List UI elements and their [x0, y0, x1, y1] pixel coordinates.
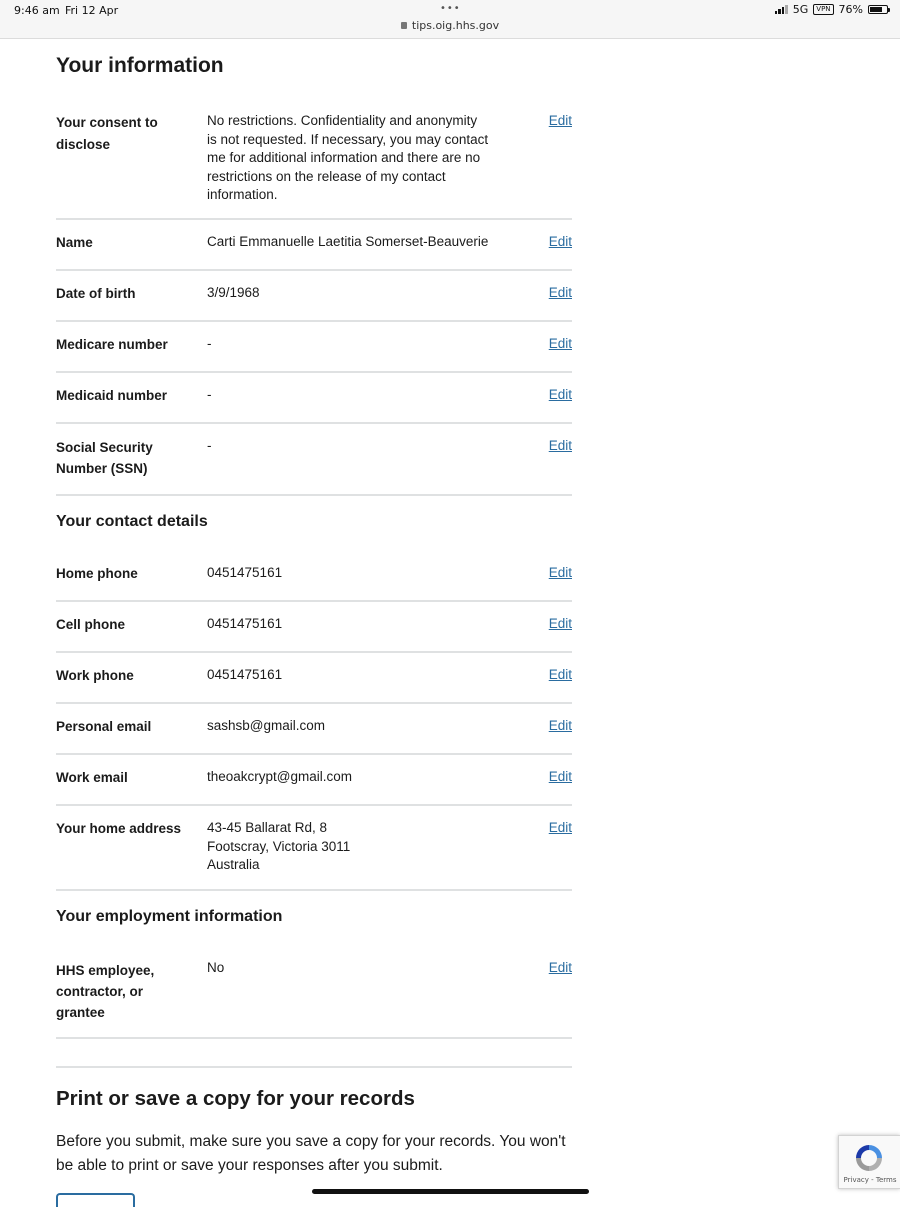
row-label: Work email	[56, 770, 128, 785]
url-text: tips.oig.hhs.gov	[411, 19, 500, 32]
row-home-phone	[56, 549, 572, 602]
lock-icon	[401, 22, 407, 29]
row-value: 0451475161	[207, 667, 283, 682]
clock: 9:46 am	[14, 4, 60, 17]
edit-ssn-link[interactable]: Edit	[548, 438, 572, 453]
recaptcha-badge[interactable]	[838, 1135, 900, 1189]
multitask-dots-icon[interactable]: •••	[440, 3, 461, 14]
row-personal-email	[56, 702, 572, 755]
row-value: theoakcrypt@gmail.com	[207, 769, 353, 784]
row-label: Personal email	[56, 719, 152, 734]
address-line: 43-45 Ballarat Rd, 8	[207, 820, 328, 835]
edit-home-address-link[interactable]: Edit	[548, 820, 572, 835]
address-bar[interactable]	[0, 19, 900, 32]
edit-employment-link[interactable]: Edit	[548, 960, 572, 975]
row-consent	[56, 110, 572, 220]
status-icons	[775, 3, 888, 16]
row-label: Work phone	[56, 668, 134, 683]
battery-icon	[868, 5, 888, 14]
row-label: Your home address	[56, 821, 182, 836]
row-value: -	[207, 438, 212, 453]
row-medicare	[56, 320, 572, 373]
employment-heading: Your employment information	[56, 908, 283, 925]
print-description: Before you submit, make sure you save a copy for your records. You won't be able to print or save your responses after you submit.	[56, 1133, 566, 1174]
home-indicator[interactable]	[312, 1189, 589, 1194]
row-value: No	[207, 960, 225, 975]
row-label: Your consent to disclose	[56, 115, 158, 152]
row-label: Home phone	[56, 566, 138, 581]
row-value: 0451475161	[207, 565, 283, 580]
row-value: No restrictions. Confidentiality and anonymity is not requested. If necessary, you may contact me for additional information and there are no restrictions on the release of my contact information.	[207, 113, 489, 202]
row-value: 0451475161	[207, 616, 283, 631]
edit-cell-phone-link[interactable]: Edit	[548, 616, 572, 631]
edit-name-link[interactable]: Edit	[548, 234, 572, 249]
row-cell-phone	[56, 600, 572, 653]
row-label: Date of birth	[56, 286, 136, 301]
contact-details-heading: Your contact details	[56, 513, 208, 530]
edit-dob-link[interactable]: Edit	[548, 285, 572, 300]
signal-icon	[775, 5, 788, 14]
row-label: Social Security Number (SSN)	[56, 440, 153, 476]
row-label: HHS employee, contractor, or grantee	[56, 963, 155, 1020]
print-button[interactable]	[56, 1193, 135, 1207]
battery-percent: 76%	[838, 3, 863, 16]
row-label: Cell phone	[56, 617, 126, 632]
recaptcha-links[interactable]: Privacy - Terms	[843, 1176, 897, 1184]
row-label: Name	[56, 235, 93, 250]
row-value-address	[207, 819, 497, 875]
row-value: 3/9/1968	[207, 285, 260, 300]
edit-work-phone-link[interactable]: Edit	[548, 667, 572, 682]
edit-home-phone-link[interactable]: Edit	[548, 565, 572, 580]
row-work-phone	[56, 651, 572, 704]
status-bar	[0, 0, 900, 39]
battery-fill	[870, 7, 882, 12]
print-title: Print or save a copy for your records	[56, 1087, 415, 1110]
row-hhs-employee	[56, 946, 572, 1039]
edit-consent-link[interactable]: Edit	[548, 113, 572, 128]
address-line: Footscray, Victoria 3011	[207, 838, 351, 854]
row-home-address	[56, 804, 572, 891]
recaptcha-icon	[853, 1142, 885, 1174]
row-label: Medicaid number	[56, 388, 168, 403]
address-line: Australia	[207, 857, 260, 872]
network-type: 5G	[792, 3, 809, 16]
row-label: Medicare number	[56, 337, 168, 352]
row-medicaid	[56, 371, 572, 424]
section-divider	[56, 1066, 572, 1068]
edit-work-email-link[interactable]: Edit	[548, 769, 572, 784]
row-value: Carti Emmanuelle Laetitia Somerset-Beauverie	[207, 234, 489, 249]
edit-personal-email-link[interactable]: Edit	[548, 718, 572, 733]
date: Fri 12 Apr	[65, 4, 119, 17]
row-work-email	[56, 753, 572, 806]
edit-medicaid-link[interactable]: Edit	[548, 387, 572, 402]
row-ssn	[56, 422, 572, 496]
row-value: sashsb@gmail.com	[207, 718, 325, 733]
row-name	[56, 218, 572, 271]
page-title: Your information	[56, 54, 224, 77]
row-value: -	[207, 387, 212, 402]
row-dob	[56, 269, 572, 322]
vpn-icon: VPN	[813, 4, 833, 15]
row-value: -	[207, 336, 212, 351]
edit-medicare-link[interactable]: Edit	[548, 336, 572, 351]
